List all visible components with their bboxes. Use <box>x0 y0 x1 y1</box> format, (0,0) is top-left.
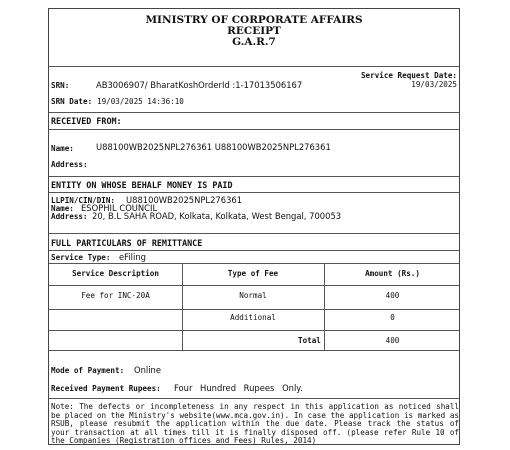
divider <box>49 129 459 130</box>
srn-label: SRN: <box>51 81 70 90</box>
divider <box>49 112 459 113</box>
ministry-title: MINISTRY OF CORPORATE AFFAIRS <box>145 14 363 26</box>
received-name-value: U88100WB2025NPL276361 U88100WB2025NPL276361 <box>96 142 331 152</box>
service-request-date-label: Service Request Date: <box>360 71 457 80</box>
divider <box>49 176 459 177</box>
table-row-fee-type: Additional <box>230 313 276 322</box>
entity-name-value: ESOPHIL COUNCIL <box>81 203 158 213</box>
received-name-label: Name: <box>51 144 74 153</box>
table-row-description: Fee for INC-20A <box>81 291 150 300</box>
table-border <box>49 330 459 331</box>
table-row-amount: 0 <box>390 313 395 322</box>
entity-heading: ENTITY ON WHOSE BEHALF MONEY IS PAID <box>51 180 233 190</box>
table-border <box>49 263 459 264</box>
payment-mode-value: Online <box>134 365 162 375</box>
divider <box>49 66 459 67</box>
llpin-value: U88100WB2025NPL276361 <box>126 195 243 205</box>
divider <box>49 398 459 399</box>
total-label: Total <box>298 336 321 345</box>
received-rupees-value: Four Hundred Rupees Only. <box>174 383 303 393</box>
table-row-amount: 400 <box>385 291 400 300</box>
table-border <box>49 350 459 351</box>
gar-title: G.A.R.7 <box>232 36 276 48</box>
table-border <box>49 309 459 310</box>
srn-value: AB3006907/ BharatKoshOrderId :1-17013506167 <box>96 80 303 90</box>
remittance-heading: FULL PARTICULARS OF REMITTANCE <box>51 238 203 248</box>
service-request-date-value: 19/03/2025 <box>411 80 457 89</box>
entity-address-label: Address: <box>51 212 88 221</box>
column-header-amount: Amount (Rs.) <box>365 269 420 278</box>
received-from-heading: RECEIVED FROM: <box>51 116 122 126</box>
service-type-value: eFiling <box>119 252 146 262</box>
disclaimer-note: Note: The defects or incompleteness in any respect in this application as noticed shall be placed on the Ministry's website(www.mca.gov.in). In case the application is marked as RSUB, please resubmit the application within the due date. Please track the status of your transaction at all times till it is finally disposed off. (please refer Rule 10 of the Companies (Registration offices and Fees) Rules, 2014) <box>51 402 459 446</box>
received-rupees-label: Received Payment Rupees: <box>51 384 161 393</box>
divider <box>49 192 459 193</box>
receipt-document <box>48 8 460 445</box>
srn-date-value: 19/03/2025 14:36:10 <box>97 97 184 106</box>
table-border <box>49 285 459 286</box>
table-row-fee-type: Normal <box>239 291 267 300</box>
entity-name-label: Name: <box>51 204 74 213</box>
payment-mode-label: Mode of Payment: <box>51 366 125 375</box>
column-header-service-description: Service Description <box>72 269 159 278</box>
divider <box>49 250 459 251</box>
divider <box>49 233 459 234</box>
receipt-title: RECEIPT <box>227 25 281 37</box>
service-type-label: Service Type: <box>51 253 111 262</box>
column-header-type-of-fee: Type of Fee <box>227 269 279 278</box>
llpin-label: LLPIN/CIN/DIN: <box>51 196 116 205</box>
received-address-label: Address: <box>51 160 88 169</box>
srn-date-label: SRN Date: <box>51 97 93 106</box>
entity-address-value: 20, B.L SAHA ROAD, Kolkata, Kolkata, West Bengal, 700053 <box>92 211 342 221</box>
total-value: 400 <box>385 336 400 345</box>
